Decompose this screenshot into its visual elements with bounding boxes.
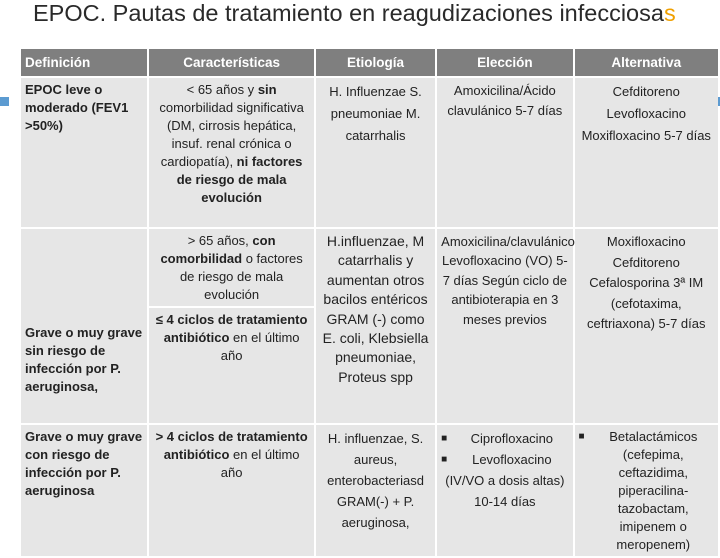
table-row bbox=[21, 78, 718, 227]
caracteristicas-cell bbox=[149, 229, 314, 306]
etiologia-cell: H. Influenzae S. pneumoniae M. catarrhalis bbox=[316, 78, 435, 227]
eleccion-bullet bbox=[441, 449, 568, 470]
definicion-cell: EPOC leve o moderado (FEV1 >50%) bbox=[21, 78, 147, 227]
caracteristicas-text: > 65 años, bbox=[187, 233, 253, 248]
header-caracteristicas: Características bbox=[149, 49, 314, 76]
definicion-cell: Grave o muy grave con riesgo de infección por P. aeruginosa bbox=[21, 425, 147, 556]
table-header-row bbox=[21, 49, 718, 76]
caracteristicas-cell bbox=[149, 425, 314, 556]
eleccion-bullet-text: Levofloxacino bbox=[472, 452, 552, 467]
table-row bbox=[21, 425, 718, 556]
header-etiologia: Etiología bbox=[316, 49, 435, 76]
eleccion-text: (IV/VO a dosis altas) 10-14 días bbox=[445, 473, 565, 509]
header-alternativa: Alternativa bbox=[575, 49, 718, 76]
header-definicion: Definición bbox=[21, 49, 147, 76]
alternativa-cell bbox=[575, 425, 718, 556]
eleccion-cell: Amoxicilina/clavulánico Levofloxacino (VO) 5-7 días Según ciclo de antibioterapia en 3 meses previos bbox=[437, 229, 572, 423]
caracteristicas-bold: > 4 ciclos de tratamiento antibiótico bbox=[155, 429, 308, 462]
decorative-square bbox=[0, 97, 9, 106]
caracteristicas-bold: ≤ 4 ciclos de tratamiento antibiótico bbox=[155, 312, 308, 345]
caracteristicas-cell bbox=[149, 308, 314, 423]
caracteristicas-cell bbox=[149, 78, 314, 227]
title-main: EPOC. Pautas de tratamiento en reagudizaciones infecciosa bbox=[33, 0, 664, 26]
alternativa-bullet bbox=[579, 428, 714, 554]
caracteristicas-bold: sin bbox=[257, 82, 277, 97]
eleccion-bullet-text: Ciprofloxacino bbox=[470, 431, 554, 446]
caracteristicas-text: en el último año bbox=[220, 330, 300, 363]
table-row bbox=[21, 229, 718, 306]
definicion-cell: Grave o muy grave sin riesgo de infección por P. aeruginosa, bbox=[21, 229, 147, 423]
bullet-icon: ■ bbox=[441, 433, 448, 444]
title-accent: s bbox=[663, 0, 676, 26]
eleccion-cell: Amoxicilina/Ácido clavulánico 5-7 días bbox=[437, 78, 572, 227]
caracteristicas-text: en el último año bbox=[220, 447, 300, 480]
caracteristicas-text: o factores de riesgo de mala evolución bbox=[179, 251, 303, 302]
alternativa-cell: Cefditoreno Levofloxacino Moxifloxacino 5-7 días bbox=[575, 78, 718, 227]
eleccion-bullet bbox=[441, 428, 568, 449]
header-eleccion: Elección bbox=[437, 49, 572, 76]
etiologia-cell: H.influenzae, M catarrhalis y aumentan otros bacilos entéricos GRAM (-) como E. coli, Klebsiella pneumoniae, Proteus spp bbox=[316, 229, 435, 423]
caracteristicas-text: < 65 años y bbox=[186, 82, 258, 97]
bullet-icon: ■ bbox=[441, 454, 448, 465]
eleccion-cell bbox=[437, 425, 572, 556]
page-title bbox=[33, 0, 713, 27]
caracteristicas-bold: ni factores de riesgo de mala evolución bbox=[176, 154, 303, 205]
bullet-icon: ■ bbox=[578, 431, 585, 442]
caracteristicas-bold: con comorbilidad bbox=[160, 233, 276, 266]
alternativa-bullet-text: Betalactámicos (cefepima, ceftazidima, piperacilina-tazobactam, imipenem o meropenem) bbox=[609, 429, 698, 552]
etiologia-cell: H. influenzae, S. aureus, enterobacteriasd GRAM(-) + P. aeruginosa, bbox=[316, 425, 435, 556]
alternativa-cell: Moxifloxacino Cefditoreno Cefalosporina 3ª IM (cefotaxima, ceftriaxona) 5-7 días bbox=[575, 229, 718, 423]
treatment-table bbox=[19, 47, 720, 558]
caracteristicas-text: comorbilidad significativa (DM, cirrosis hepática, insuf. renal crónica o cardiopatía), bbox=[159, 100, 304, 169]
